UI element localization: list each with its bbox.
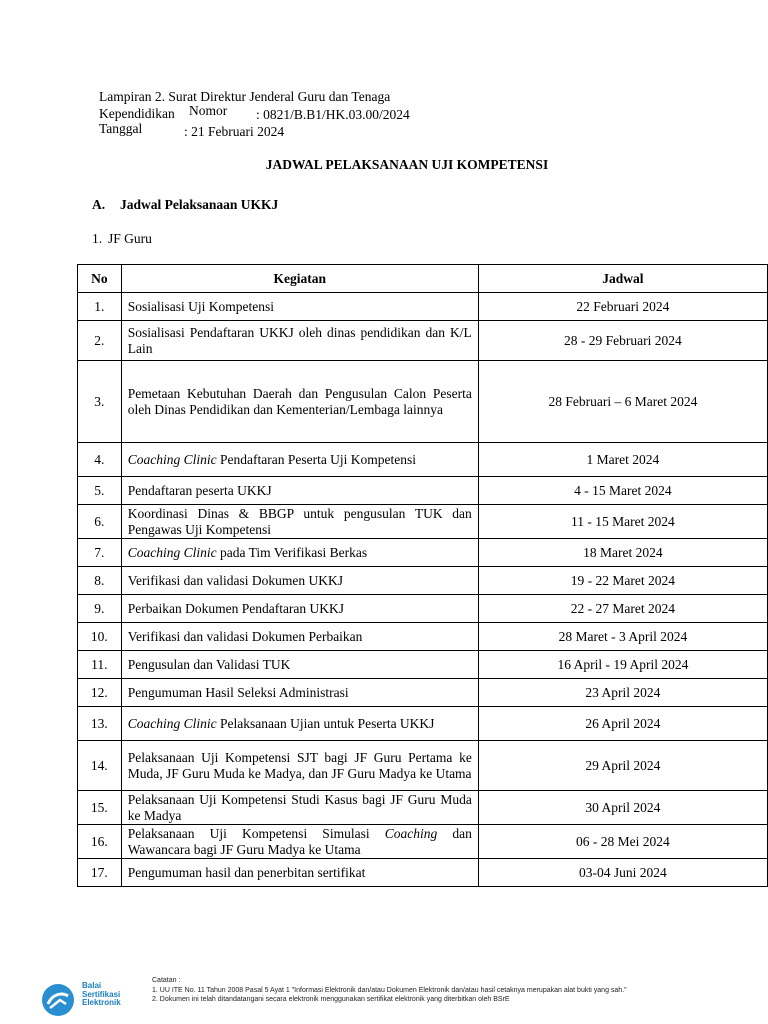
schedule-table xyxy=(77,264,768,887)
table-row xyxy=(78,707,768,741)
row-number: 3. xyxy=(78,361,122,443)
row-number: 5. xyxy=(78,477,122,505)
section-a-heading xyxy=(92,197,278,213)
row-jadwal: 22 Februari 2024 xyxy=(478,293,767,321)
kegiatan-text: Pengumuman hasil dan penerbitan sertifikat xyxy=(127,864,366,880)
row-number: 6. xyxy=(78,505,122,539)
row-kegiatan xyxy=(121,477,478,505)
row-jadwal: 4 - 15 Maret 2024 xyxy=(478,477,767,505)
row-jadwal: 28 Maret - 3 April 2024 xyxy=(478,623,767,651)
kegiatan-text: Pengumuman Hasil Seleksi Administrasi xyxy=(127,684,349,700)
header-line3 xyxy=(99,122,390,139)
footer xyxy=(40,976,740,1016)
header-line2-label: Kependidikan xyxy=(99,106,175,121)
row-kegiatan xyxy=(121,741,478,791)
row-kegiatan xyxy=(121,651,478,679)
table-row xyxy=(78,539,768,567)
table-header-row xyxy=(78,265,768,293)
logo-line2: Sertifikasi xyxy=(82,989,121,999)
table-row xyxy=(78,443,768,477)
kegiatan-text: Verifikasi dan validasi Dokumen UKKJ xyxy=(127,572,343,588)
row-number: 7. xyxy=(78,539,122,567)
table-row xyxy=(78,477,768,505)
kegiatan-italic-term: Coaching Clinic xyxy=(127,715,217,731)
row-jadwal: 03-04 Juni 2024 xyxy=(478,859,767,887)
row-kegiatan xyxy=(121,443,478,477)
section-a-number: A. xyxy=(92,197,106,212)
row-kegiatan xyxy=(121,623,478,651)
row-number: 9. xyxy=(78,595,122,623)
logo-wordmark xyxy=(82,982,121,1008)
kegiatan-text: Verifikasi dan validasi Dokumen Perbaikan xyxy=(127,628,363,644)
row-number: 15. xyxy=(78,791,122,825)
table-row xyxy=(78,623,768,651)
bsre-logo-icon xyxy=(40,982,76,1018)
row-jadwal: 28 Februari – 6 Maret 2024 xyxy=(478,361,767,443)
kegiatan-italic-term: Coaching xyxy=(384,825,438,841)
header-no: No xyxy=(78,265,122,293)
row-jadwal: 18 Maret 2024 xyxy=(478,539,767,567)
kegiatan-text: pada Tim Verifikasi Berkas xyxy=(216,544,368,560)
table-row xyxy=(78,595,768,623)
subsection-1-label: JF Guru xyxy=(108,231,152,246)
row-number: 11. xyxy=(78,651,122,679)
nomor-label: Nomor xyxy=(189,103,228,118)
header-kegiatan: Kegiatan xyxy=(121,265,478,293)
header-line2 xyxy=(99,103,410,122)
row-jadwal: 29 April 2024 xyxy=(478,741,767,791)
kegiatan-text: dan Wawancara bagi JF Guru Madya ke Utama xyxy=(127,825,472,857)
footer-note-2: 2. Dokumen ini telah ditandatangani secara elektronik menggunakan sertifikat elektronik yang diterbitkan oleh BSrE xyxy=(152,996,510,1003)
row-number: 12. xyxy=(78,679,122,707)
row-jadwal: 06 - 28 Mei 2024 xyxy=(478,825,767,859)
kegiatan-italic-term: Coaching Clinic xyxy=(127,451,217,467)
kegiatan-text: Pemetaan Kebutuhan Daerah dan Pengusulan Calon Peserta oleh Dinas Pendidikan dan Kementerian/Lembaga lainnya xyxy=(127,385,472,417)
schedule-table-body xyxy=(78,293,768,887)
kegiatan-italic-term: Coaching Clinic xyxy=(127,544,217,560)
row-jadwal: 23 April 2024 xyxy=(478,679,767,707)
kegiatan-text: Perbaikan Dokumen Pendaftaran UKKJ xyxy=(127,600,345,616)
table-row xyxy=(78,505,768,539)
kegiatan-text: Pelaksanaan Ujian untuk Peserta UKKJ xyxy=(216,715,435,731)
kegiatan-text: Sosialisasi Pendaftaran UKKJ oleh dinas pendidikan dan K/L Lain xyxy=(127,324,472,356)
document-title: JADWAL PELAKSANAAN UJI KOMPETENSI xyxy=(265,157,549,172)
row-kegiatan xyxy=(121,293,478,321)
row-number: 17. xyxy=(78,859,122,887)
row-kegiatan xyxy=(121,539,478,567)
row-kegiatan xyxy=(121,859,478,887)
row-number: 10. xyxy=(78,623,122,651)
row-jadwal: 28 - 29 Februari 2024 xyxy=(478,321,767,361)
table-row xyxy=(78,679,768,707)
table-row xyxy=(78,791,768,825)
table-row xyxy=(78,293,768,321)
row-jadwal: 22 - 27 Maret 2024 xyxy=(478,595,767,623)
table-row xyxy=(78,651,768,679)
row-kegiatan xyxy=(121,361,478,443)
kegiatan-text: Pengusulan dan Validasi TUK xyxy=(127,656,291,672)
row-kegiatan xyxy=(121,321,478,361)
table-row xyxy=(78,741,768,791)
row-kegiatan xyxy=(121,595,478,623)
footer-notes xyxy=(152,976,627,1005)
row-number: 2. xyxy=(78,321,122,361)
row-jadwal: 11 - 15 Maret 2024 xyxy=(478,505,767,539)
table-row xyxy=(78,321,768,361)
row-kegiatan xyxy=(121,791,478,825)
header-line1: Lampiran 2. Surat Direktur Jenderal Guru dan Tenaga xyxy=(99,89,391,104)
kegiatan-text: Pelaksanaan Uji Kompetensi SJT bagi JF Guru Pertama ke Muda, JF Guru Muda ke Madya, dan JF Guru Madya ke Utama xyxy=(127,749,472,781)
row-kegiatan xyxy=(121,567,478,595)
letter-header xyxy=(99,88,410,139)
kegiatan-text: Pendaftaran Peserta Uji Kompetensi xyxy=(216,451,417,467)
row-kegiatan xyxy=(121,505,478,539)
row-number: 8. xyxy=(78,567,122,595)
kegiatan-text: Sosialisasi Uji Kompetensi xyxy=(127,298,274,314)
row-number: 16. xyxy=(78,825,122,859)
row-number: 1. xyxy=(78,293,122,321)
catatan-label: Catatan : xyxy=(152,977,181,984)
tanggal-value: : 21 Februari 2024 xyxy=(184,124,285,139)
table-row xyxy=(78,859,768,887)
row-number: 14. xyxy=(78,741,122,791)
kegiatan-text: Pelaksanaan Uji Kompetensi Studi Kasus bagi JF Guru Muda ke Madya xyxy=(127,791,472,823)
row-number: 4. xyxy=(78,443,122,477)
logo-line3: Elektronik xyxy=(82,998,121,1007)
row-jadwal: 30 April 2024 xyxy=(478,791,767,825)
header-jadwal: Jadwal xyxy=(478,265,767,293)
kegiatan-text-pre: Pelaksanaan Uji Kompetensi Simulasi xyxy=(127,825,385,841)
subsection-1-number: 1. xyxy=(92,231,103,246)
subsection-1-heading xyxy=(92,231,152,247)
nomor-value: : 0821/B.B1/HK.03.00/2024 xyxy=(256,107,410,122)
row-kegiatan xyxy=(121,679,478,707)
row-jadwal: 16 April - 19 April 2024 xyxy=(478,651,767,679)
footer-note-1: 1. UU ITE No. 11 Tahun 2008 Pasal 5 Ayat 1 "Informasi Elektronik dan/atau Dokumen Elektronik dan/atau hasil cetaknya merupakan alat bukti yang sah." xyxy=(152,986,627,994)
row-number: 13. xyxy=(78,707,122,741)
row-jadwal: 1 Maret 2024 xyxy=(478,443,767,477)
logo-line1: Balai xyxy=(82,981,102,990)
kegiatan-text: Pendaftaran peserta UKKJ xyxy=(127,482,272,498)
row-jadwal: 26 April 2024 xyxy=(478,707,767,741)
kegiatan-text: Koordinasi Dinas & BBGP untuk pengusulan TUK dan Pengawas Uji Kompetensi xyxy=(127,505,472,537)
row-kegiatan xyxy=(121,825,478,859)
row-jadwal: 19 - 22 Maret 2024 xyxy=(478,567,767,595)
table-row xyxy=(78,567,768,595)
row-kegiatan xyxy=(121,707,478,741)
section-a-label: Jadwal Pelaksanaan UKKJ xyxy=(120,197,279,212)
table-row xyxy=(78,361,768,443)
tanggal-label: Tanggal xyxy=(99,121,143,136)
table-row xyxy=(78,825,768,859)
